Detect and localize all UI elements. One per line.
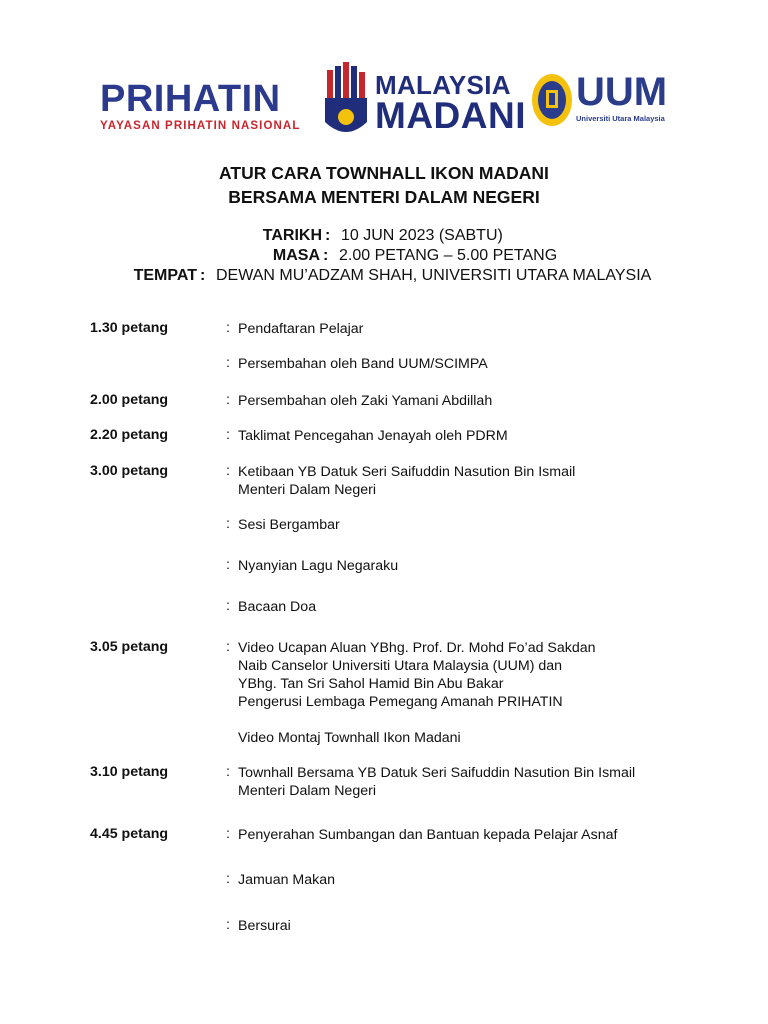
- schedule-time: 2.00 petang: [90, 392, 169, 408]
- schedule-colon: :: [226, 463, 230, 479]
- uum-logo-name: UUM: [576, 70, 668, 114]
- schedule-activity-line: Persembahan oleh Zaki Yamani Abdillah: [238, 393, 493, 409]
- time-colon: :: [323, 247, 329, 264]
- schedule-activity: [238, 598, 316, 616]
- schedule-activity: [238, 320, 363, 338]
- schedule-activity-line: Menteri Dalam Negeri: [238, 783, 376, 799]
- schedule-colon: :: [226, 516, 230, 532]
- schedule-time: 1.30 petang: [90, 320, 169, 336]
- prihatin-logo: [100, 80, 300, 132]
- schedule-activity-line: Jamuan Makan: [238, 872, 335, 888]
- title-line-1: ATUR CARA TOWNHALL IKON MADANI: [219, 163, 549, 183]
- schedule-activity: [238, 427, 508, 445]
- schedule-activity: [238, 355, 488, 373]
- schedule-activity-line: Townhall Bersama YB Datuk Seri Saifuddin Nasution Bin Ismail: [238, 765, 636, 781]
- schedule-time: 2.20 petang: [90, 427, 169, 443]
- schedule-time: 3.00 petang: [90, 463, 169, 479]
- schedule-activity-line: Ketibaan YB Datuk Seri Saifuddin Nasution Bin Ismail: [238, 464, 576, 480]
- schedule-activity-line: Taklimat Pencegahan Jenayah oleh PDRM: [238, 428, 508, 444]
- schedule-activity-line: Pendaftaran Pelajar: [238, 321, 364, 337]
- title-line-2: BERSAMA MENTERI DALAM NEGERI: [228, 187, 540, 207]
- time-row: [0, 246, 756, 266]
- date-value: 10 JUN 2023 (SABTU): [341, 227, 503, 244]
- schedule-colon: :: [226, 826, 230, 842]
- schedule-time: 3.10 petang: [90, 764, 169, 780]
- time-label: MASA: [272, 247, 320, 264]
- time-value: 2.00 PETANG – 5.00 PETANG: [339, 247, 558, 264]
- schedule-colon: :: [226, 871, 230, 887]
- madani-logo: [375, 72, 526, 134]
- madani-logo-line1: MALAYSIA: [375, 70, 511, 100]
- uum-seal-icon: [530, 72, 574, 128]
- schedule-activity: [238, 392, 492, 410]
- schedule-activity: [238, 764, 635, 800]
- uum-logo: [576, 72, 667, 123]
- schedule-activity-line: Video Ucapan Aluan YBhg. Prof. Dr. Mohd Fo’ad Sakdan: [238, 640, 596, 656]
- venue-label: TEMPAT: [133, 267, 197, 284]
- venue-row: [0, 266, 652, 286]
- schedule-activity: [238, 871, 335, 889]
- schedule-activity-line: Bersurai: [238, 918, 291, 934]
- schedule-colon: :: [226, 557, 230, 573]
- schedule-activity-line: Bacaan Doa: [238, 599, 317, 615]
- event-details: [0, 226, 768, 286]
- prihatin-logo-name: PRIHATIN: [100, 78, 281, 120]
- schedule-colon: :: [226, 639, 230, 655]
- schedule-colon: :: [226, 392, 230, 408]
- date-colon: :: [325, 227, 331, 244]
- schedule-colon: :: [226, 320, 230, 336]
- schedule-activity: [238, 639, 596, 747]
- schedule-time: 3.05 petang: [90, 639, 169, 655]
- schedule-activity: [238, 516, 340, 534]
- schedule-activity: [238, 463, 575, 499]
- schedule-activity-line: Naib Canselor Universiti Utara Malaysia (UUM) dan: [238, 658, 563, 674]
- schedule-colon: :: [226, 427, 230, 443]
- schedule-activity-line: [238, 711, 596, 729]
- schedule-activity-line: Nyanyian Lagu Negaraku: [238, 558, 399, 574]
- schedule-activity-line: Menteri Dalam Negeri: [238, 482, 376, 498]
- venue-value: DEWAN MU’ADZAM SHAH, UNIVERSITI UTARA MALAYSIA: [216, 267, 652, 284]
- schedule-activity-line: Sesi Bergambar: [238, 517, 340, 533]
- logo-header: [0, 62, 768, 142]
- schedule-colon: :: [226, 598, 230, 614]
- schedule-activity-line: Persembahan oleh Band UUM/SCIMPA: [238, 356, 488, 372]
- schedule-colon: :: [226, 917, 230, 933]
- schedule-activity: [238, 826, 617, 844]
- schedule-colon: :: [226, 355, 230, 371]
- schedule-activity-line: Penyerahan Sumbangan dan Bantuan kepada Pelajar Asnaf: [238, 827, 618, 843]
- madani-logo-line2: MADANI: [375, 95, 526, 136]
- madani-emblem-icon: [323, 62, 369, 140]
- schedule-activity-line: Pengerusi Lembaga Pemegang Amanah PRIHATIN: [238, 694, 563, 710]
- uum-logo-tagline: Universiti Utara Malaysia: [576, 114, 665, 123]
- schedule-activity: [238, 917, 291, 935]
- schedule-activity-line: Video Montaj Townhall Ikon Madani: [238, 730, 461, 746]
- date-row: [0, 226, 758, 246]
- venue-colon: :: [200, 267, 206, 284]
- document-title: [0, 161, 768, 209]
- prihatin-logo-tagline: YAYASAN PRIHATIN NASIONAL: [100, 120, 301, 132]
- schedule-activity-line: YBhg. Tan Sri Sahol Hamid Bin Abu Bakar: [238, 676, 504, 692]
- schedule-colon: :: [226, 764, 230, 780]
- schedule-activity: [238, 557, 398, 575]
- schedule-time: 4.45 petang: [90, 826, 169, 842]
- date-label: TARIKH: [262, 227, 322, 244]
